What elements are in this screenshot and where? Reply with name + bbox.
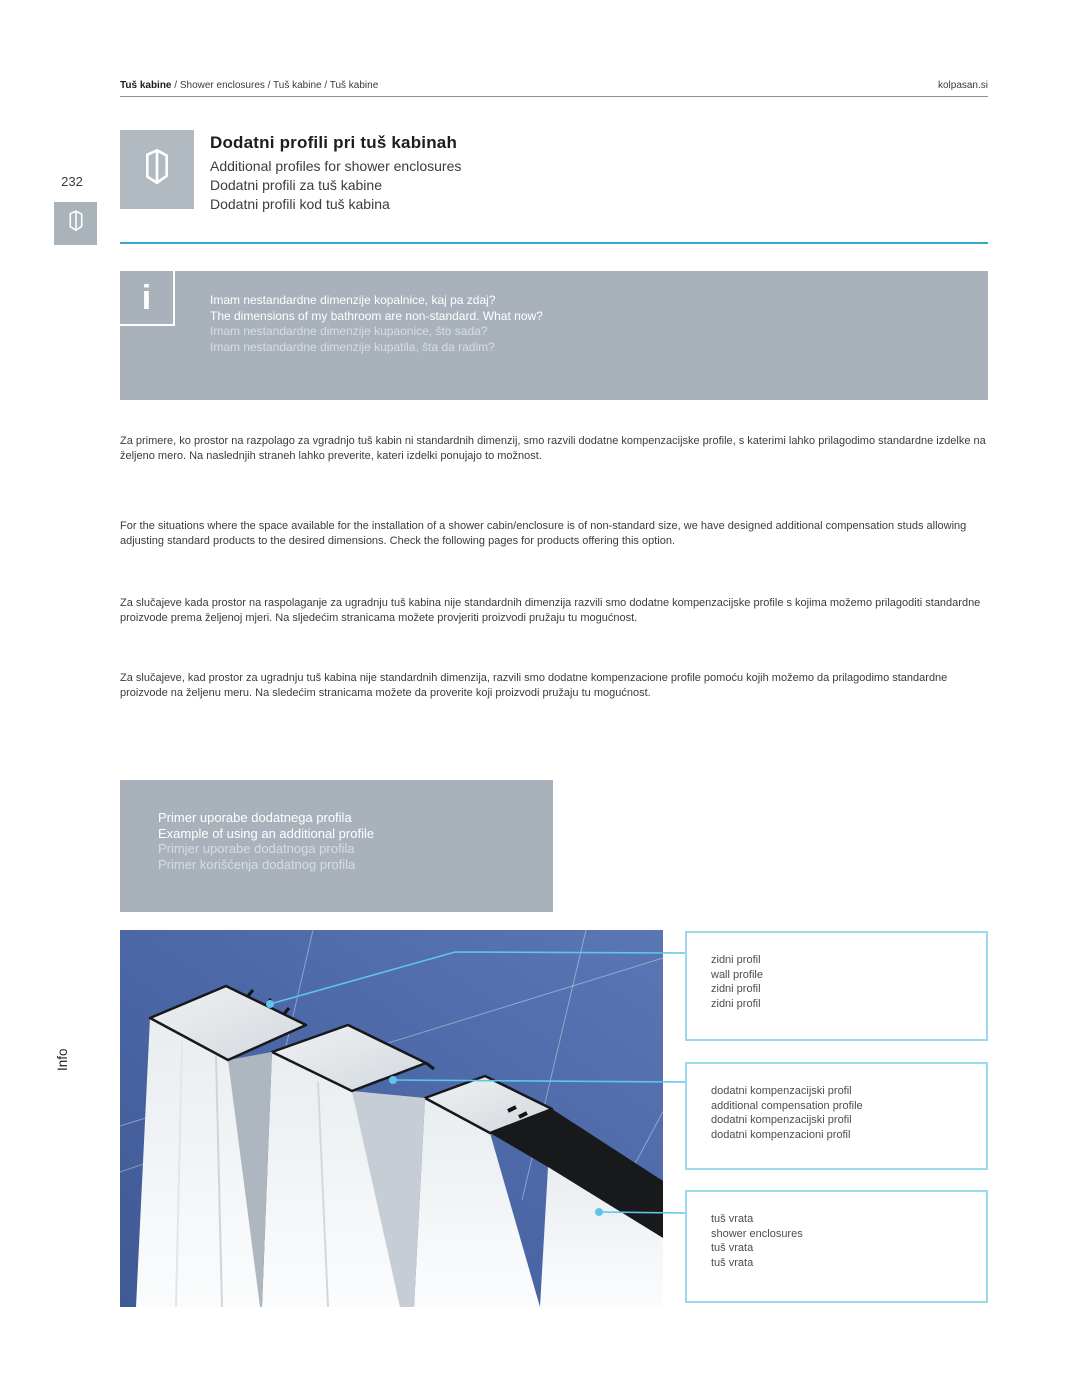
profile-figure	[120, 930, 988, 1310]
label-text: zidni profil wall profile zidni profil zidni profil	[711, 954, 763, 1010]
site-url: kolpasan.si	[937, 80, 988, 91]
info-banner-text	[210, 293, 543, 355]
breadcrumb	[120, 80, 988, 91]
title-block	[210, 133, 910, 214]
section-side-label: Info	[55, 1048, 70, 1072]
page-title-sr: Dodatni profili kod tuš kabina	[210, 196, 390, 212]
example-line-sr: Primer korišćenja dodatnog profila	[158, 856, 356, 872]
breadcrumb-section: Tuš kabine	[120, 80, 172, 91]
label-text: tuš vrata shower enclosures tuš vrata tuš vrata	[711, 1213, 803, 1269]
example-line-en: Example of using an additional profile	[158, 825, 375, 841]
label-text: dodatni kompenzacijski profil additional compensation profile dodatni kompenzacijski profil dodatni kompenzacioni profil	[711, 1085, 863, 1141]
label-box-wall-profile	[685, 931, 988, 1041]
title-accent-rule	[120, 242, 988, 244]
label-box-compensation-profile	[685, 1062, 988, 1170]
page-title-en: Additional profiles for shower enclosures	[210, 158, 462, 174]
example-line-hr: Primjer uporabe dodatnoga profila	[158, 841, 355, 856]
margin-chapter-tab	[54, 202, 97, 245]
paragraph-en: For the situations where the space available for the installation of a shower cabin/enclosure is of non-standard size, we have designed additional compensation studs allowing adjusting standard products to the desired dimensions. Check the following pages for products offering this option.	[120, 520, 967, 547]
example-line-sl: Primer uporabe dodatnega profila	[158, 810, 352, 825]
info-line-sl: Imam nestandardne dimenzije kopalnice, kaj pa zdaj?	[210, 293, 496, 307]
info-icon: i	[120, 271, 175, 326]
shower-enclosure-icon	[63, 208, 89, 239]
page-title-hr: Dodatni profili za tuš kabine	[210, 177, 382, 193]
paragraph-hr: Za slučajeve kada prostor na raspolaganje za ugradnju tuš kabina nije standardnih dimenzija razvili smo dodatne kompenzacijske profile s kojima možemo prilagoditi standardne proizvode prema željenoj mjeri. Na sljedećim stranicama možete provjeriti proizvodi pružaju tu mogućnost.	[120, 597, 981, 624]
title-icon-box	[120, 130, 194, 209]
shower-enclosure-icon	[135, 145, 179, 194]
header-divider	[120, 96, 988, 97]
page-title: Dodatni profili pri tuš kabinah	[210, 133, 458, 152]
page-number: 232	[61, 174, 83, 189]
paragraph-sr: Za slučajeve, kad prostor za ugradnju tuš kabina nije standardnih dimenzija, razvili smo dodatne kompenzacione profile pomoću kojih možemo da prilagodimo standardne proizvode na željenu meru. Na sledećim stranicama možete da proverite koji proizvodi pružaju tu mogućnost.	[120, 672, 948, 699]
info-line-sr: Imam nestandardne dimenzije kupatila, šta da radim?	[210, 339, 495, 354]
info-line-en: The dimensions of my bathroom are non-standard. What now?	[210, 308, 543, 323]
info-banner	[120, 271, 988, 400]
profile-3d-illustration	[120, 930, 663, 1307]
label-box-shower-door	[685, 1190, 988, 1303]
example-heading-text	[158, 810, 374, 872]
paragraph-sl: Za primere, ko prostor na razpolago za vgradnjo tuš kabin ni standardnih dimenzij, smo razvili dodatne kompenzacijske profile, s katerimi lahko prilagodimo standardne izdelke na željeno mero. Na naslednjih straneh lahko preverite, kateri izdelki ponujajo to možnost.	[120, 435, 986, 462]
breadcrumb-trail: / Shower enclosures / Tuš kabine / Tuš kabine	[171, 80, 379, 91]
info-line-hr: Imam nestandardne dimenzije kupaonice, što sada?	[210, 324, 488, 338]
example-heading-box	[120, 780, 553, 912]
